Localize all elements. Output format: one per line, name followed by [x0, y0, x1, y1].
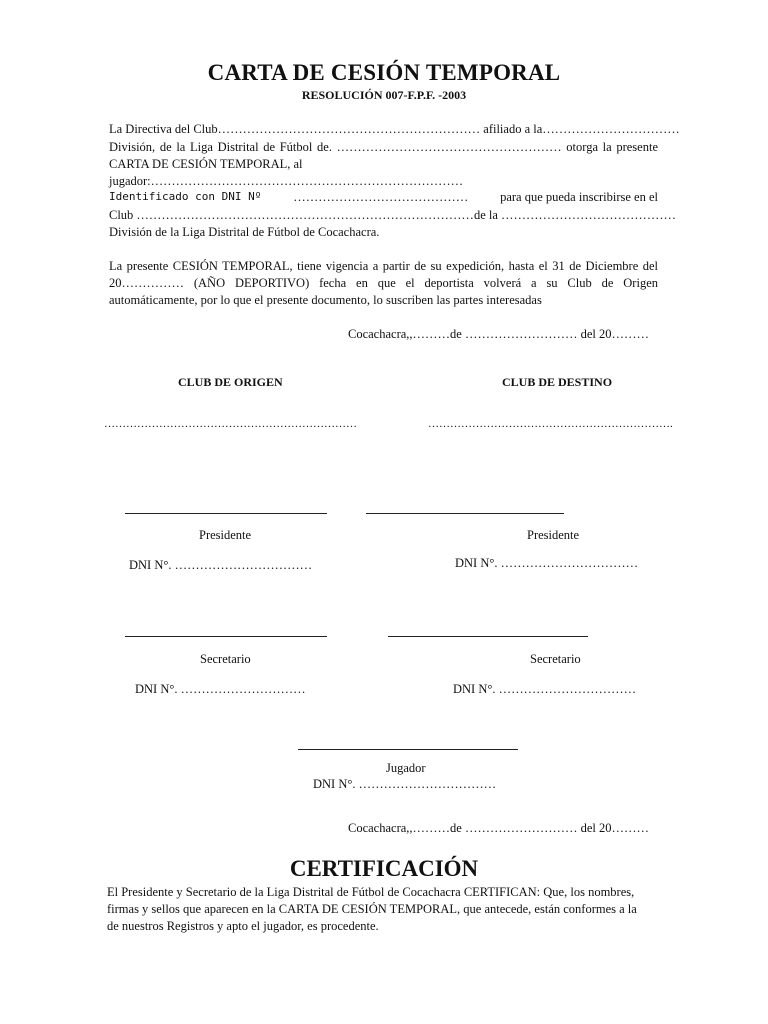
club-destination-dots: ………………………………………………………….: [428, 418, 673, 430]
certification-heading: CERTIFICACIÓN: [289, 856, 479, 881]
division-dots: de la ……………………………………: [473, 208, 677, 222]
p1-line-7: División de la Liga Distrital de Fútbol de Cocachacra.: [109, 225, 380, 239]
president-right-label: Presidente: [527, 528, 580, 542]
date-line-2: Cocachacra,,………de ……………………… del 20………: [348, 821, 649, 835]
player-signature-line: [298, 749, 518, 750]
p1-line-5: [109, 190, 658, 205]
dni-identified-label: Identificado con DNI Nº: [109, 190, 262, 203]
president-left-dni: DNI N°. ……………………………: [129, 558, 313, 572]
secretary-left-label: Secretario: [200, 652, 251, 666]
p2-line-2: 20…………… (AÑO DEPORTIVO) fecha en que el deportista volverá a su Club de Origen: [109, 276, 658, 290]
secretary-left-dni: DNI N°. …………………………: [135, 682, 306, 696]
certification-line-2: firmas y sellos que aparecen en la CARTA DE CESIÓN TEMPORAL, que antecede, están conformes a la: [107, 902, 637, 916]
club-origin-dots: ……………………………………………………………: [104, 418, 357, 430]
player-label: Jugador: [386, 761, 426, 775]
president-left-signature-line: [125, 513, 327, 514]
president-right-dni: DNI N°. ……………………………: [455, 556, 639, 570]
secretary-right-label: Secretario: [530, 652, 581, 666]
p1-line-1: La Directiva del Club……………………………………………………… afiliado a la……………………………: [109, 122, 680, 136]
club-dots: Club ………………………………………………………………………: [109, 208, 474, 222]
document-title: CARTA DE CESIÓN TEMPORAL: [207, 60, 561, 85]
secretary-right-signature-line: [388, 636, 588, 637]
player-dni: DNI N°. ……………………………: [313, 777, 497, 791]
secretary-left-signature-line: [125, 636, 327, 637]
p2-line-3: automáticamente, por lo que el presente documento, lo suscriben las partes interesadas: [109, 293, 542, 307]
p1-line-3: CARTA DE CESIÓN TEMPORAL, al: [109, 157, 303, 171]
p2-line-1: La presente CESIÓN TEMPORAL, tiene vigencia a partir de su expedición, hasta el 31 de Diciembre del: [109, 259, 658, 273]
resolution-subtitle: RESOLUCIÓN 007-F.P.F. -2003: [301, 88, 467, 102]
p1-line-2: División, de la Liga Distrital de Fútbol de. ……………………………………………… otorga la presente: [109, 140, 658, 154]
register-text: para que pueda inscribirse en el: [500, 190, 658, 204]
certification-line-3: de nuestros Registros y apto el jugador, es procedente.: [107, 919, 379, 933]
dni-dots: ……………………………………: [293, 190, 469, 204]
club-origin-label: CLUB DE ORIGEN: [178, 375, 283, 389]
secretary-right-dni: DNI N°. ……………………………: [453, 682, 637, 696]
date-line-1: Cocachacra,,………de ……………………… del 20………: [348, 327, 649, 341]
president-right-signature-line: [366, 513, 564, 514]
club-destination-label: CLUB DE DESTINO: [502, 375, 613, 389]
certification-line-1: El Presidente y Secretario de la Liga Distrital de Fútbol de Cocachacra CERTIFICAN: Que, los nombres,: [107, 885, 635, 899]
p1-line-6: [109, 208, 677, 223]
president-left-label: Presidente: [199, 528, 252, 542]
p1-line-4: jugador:…………………………………………………………………: [109, 174, 464, 188]
